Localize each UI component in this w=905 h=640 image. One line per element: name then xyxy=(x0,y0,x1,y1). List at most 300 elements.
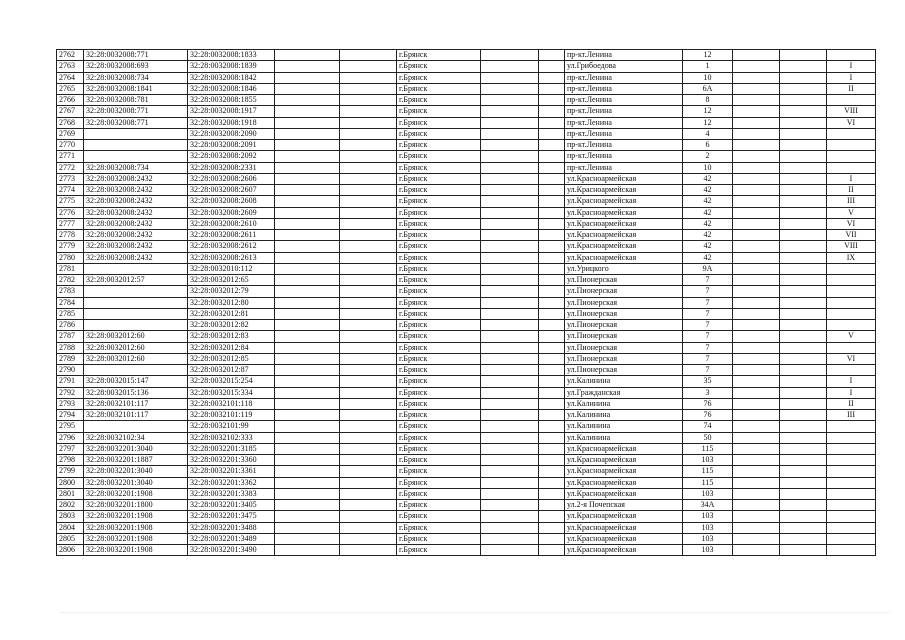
empty-cell xyxy=(275,421,340,432)
empty-cell xyxy=(733,488,780,499)
empty-cell xyxy=(780,387,827,398)
empty-cell xyxy=(780,545,827,556)
street-cell: ул.Пионерская xyxy=(565,365,683,376)
cadastral-number-cell: 32:28:0032012:83 xyxy=(188,331,275,342)
empty-cell xyxy=(275,466,340,477)
premise-number-cell: I xyxy=(827,173,876,184)
row-number-cell: 2801 xyxy=(57,488,84,499)
cadastral-number-cell: 32:28:0032008:2613 xyxy=(188,252,275,263)
street-cell: ул.Красноармейская xyxy=(565,173,683,184)
street-cell: ул.Калинина xyxy=(565,398,683,409)
empty-cell xyxy=(340,533,397,544)
empty-cell xyxy=(780,286,827,297)
empty-cell xyxy=(733,320,780,331)
street-cell: ул.Красноармейская xyxy=(565,207,683,218)
empty-cell xyxy=(481,173,539,184)
empty-cell xyxy=(780,117,827,128)
empty-cell xyxy=(539,140,565,151)
cadastral-number-cell: 32:28:0032101:118 xyxy=(188,398,275,409)
empty-cell xyxy=(733,353,780,364)
empty-cell xyxy=(481,545,539,556)
table-row xyxy=(57,162,876,173)
premise-number-cell xyxy=(827,522,876,533)
city-cell: г.Брянск xyxy=(397,151,481,162)
city-cell: г.Брянск xyxy=(397,511,481,522)
empty-cell xyxy=(275,95,340,106)
empty-cell xyxy=(275,500,340,511)
cadastral-number-cell: 32:28:0032008:2091 xyxy=(188,140,275,151)
empty-cell xyxy=(780,95,827,106)
empty-cell xyxy=(780,297,827,308)
empty-cell xyxy=(340,455,397,466)
row-number-cell: 2792 xyxy=(57,387,84,398)
empty-cell xyxy=(275,50,340,61)
empty-cell xyxy=(481,61,539,72)
premise-number-cell: III xyxy=(827,410,876,421)
street-cell: пр-кт.Ленина xyxy=(565,140,683,151)
house-number-cell: 42 xyxy=(683,218,733,229)
parent-cadastral-number-cell: 32:28:0032008:693 xyxy=(84,61,188,72)
empty-cell xyxy=(733,477,780,488)
empty-cell xyxy=(340,443,397,454)
city-cell: г.Брянск xyxy=(397,421,481,432)
row-number-cell: 2773 xyxy=(57,173,84,184)
empty-cell xyxy=(539,72,565,83)
empty-cell xyxy=(780,61,827,72)
empty-cell xyxy=(481,432,539,443)
street-cell: ул.Красноармейская xyxy=(565,545,683,556)
empty-cell xyxy=(481,308,539,319)
empty-cell xyxy=(340,522,397,533)
parent-cadastral-number-cell: 32:28:0032201:1887 xyxy=(84,455,188,466)
cadastral-number-cell: 32:28:0032201:3490 xyxy=(188,545,275,556)
empty-cell xyxy=(275,151,340,162)
street-cell: ул.Калинина xyxy=(565,421,683,432)
parent-cadastral-number-cell: 32:28:0032008:781 xyxy=(84,95,188,106)
empty-cell xyxy=(780,466,827,477)
premise-number-cell xyxy=(827,162,876,173)
premise-number-cell: VI xyxy=(827,117,876,128)
empty-cell xyxy=(275,477,340,488)
city-cell: г.Брянск xyxy=(397,162,481,173)
empty-cell xyxy=(733,297,780,308)
city-cell: г.Брянск xyxy=(397,533,481,544)
premise-number-cell xyxy=(827,500,876,511)
empty-cell xyxy=(539,162,565,173)
empty-cell xyxy=(733,241,780,252)
empty-cell xyxy=(539,207,565,218)
table-row xyxy=(57,207,876,218)
city-cell: г.Брянск xyxy=(397,95,481,106)
row-number-cell: 2805 xyxy=(57,533,84,544)
table-row xyxy=(57,387,876,398)
street-cell: ул.Красноармейская xyxy=(565,196,683,207)
city-cell: г.Брянск xyxy=(397,331,481,342)
premise-number-cell: I xyxy=(827,376,876,387)
row-number-cell: 2768 xyxy=(57,117,84,128)
street-cell: ул.Красноармейская xyxy=(565,477,683,488)
row-number-cell: 2765 xyxy=(57,83,84,94)
table-row xyxy=(57,128,876,139)
empty-cell xyxy=(481,410,539,421)
table-row xyxy=(57,500,876,511)
empty-cell xyxy=(275,455,340,466)
cadastral-number-cell: 32:28:0032201:3362 xyxy=(188,477,275,488)
empty-cell xyxy=(481,398,539,409)
empty-cell xyxy=(481,140,539,151)
parent-cadastral-number-cell: 32:28:0032008:2432 xyxy=(84,230,188,241)
empty-cell xyxy=(340,275,397,286)
house-number-cell: 103 xyxy=(683,545,733,556)
empty-cell xyxy=(481,353,539,364)
table-row xyxy=(57,522,876,533)
table-row xyxy=(57,533,876,544)
parent-cadastral-number-cell xyxy=(84,297,188,308)
table-row xyxy=(57,466,876,477)
empty-cell xyxy=(733,252,780,263)
empty-cell xyxy=(340,207,397,218)
parent-cadastral-number-cell: 32:28:0032008:2432 xyxy=(84,218,188,229)
empty-cell xyxy=(275,218,340,229)
empty-cell xyxy=(275,241,340,252)
table-row xyxy=(57,308,876,319)
empty-cell xyxy=(733,522,780,533)
house-number-cell: 103 xyxy=(683,488,733,499)
row-number-cell: 2772 xyxy=(57,162,84,173)
row-number-cell: 2789 xyxy=(57,353,84,364)
parent-cadastral-number-cell xyxy=(84,263,188,274)
empty-cell xyxy=(481,218,539,229)
city-cell: г.Брянск xyxy=(397,443,481,454)
empty-cell xyxy=(340,218,397,229)
city-cell: г.Брянск xyxy=(397,218,481,229)
parent-cadastral-number-cell: 32:28:0032201:3040 xyxy=(84,466,188,477)
house-number-cell: 76 xyxy=(683,398,733,409)
empty-cell xyxy=(275,173,340,184)
empty-cell xyxy=(481,252,539,263)
cadastral-number-cell: 32:28:0032012:80 xyxy=(188,297,275,308)
parent-cadastral-number-cell xyxy=(84,128,188,139)
empty-cell xyxy=(275,297,340,308)
empty-cell xyxy=(481,466,539,477)
premise-number-cell: V xyxy=(827,207,876,218)
empty-cell xyxy=(481,241,539,252)
house-number-cell: 115 xyxy=(683,466,733,477)
row-number-cell: 2763 xyxy=(57,61,84,72)
empty-cell xyxy=(340,365,397,376)
empty-cell xyxy=(340,477,397,488)
house-number-cell: 3 xyxy=(683,387,733,398)
empty-cell xyxy=(340,117,397,128)
parent-cadastral-number-cell: 32:28:0032201:1908 xyxy=(84,488,188,499)
house-number-cell: 103 xyxy=(683,522,733,533)
row-number-cell: 2781 xyxy=(57,263,84,274)
row-number-cell: 2780 xyxy=(57,252,84,263)
cadastral-number-cell: 32:28:0032201:3405 xyxy=(188,500,275,511)
table-row xyxy=(57,173,876,184)
city-cell: г.Брянск xyxy=(397,286,481,297)
parent-cadastral-number-cell: 32:28:0032008:771 xyxy=(84,50,188,61)
premise-number-cell: II xyxy=(827,398,876,409)
cadastral-number-cell: 32:28:0032008:1855 xyxy=(188,95,275,106)
cadastral-number-cell: 32:28:0032015:334 xyxy=(188,387,275,398)
city-cell: г.Брянск xyxy=(397,545,481,556)
empty-cell xyxy=(481,286,539,297)
premise-number-cell xyxy=(827,466,876,477)
empty-cell xyxy=(780,230,827,241)
table-row xyxy=(57,218,876,229)
city-cell: г.Брянск xyxy=(397,230,481,241)
empty-cell xyxy=(539,230,565,241)
row-number-cell: 2786 xyxy=(57,320,84,331)
table-row xyxy=(57,230,876,241)
house-number-cell: 115 xyxy=(683,477,733,488)
street-cell: ул.Калинина xyxy=(565,410,683,421)
empty-cell xyxy=(780,398,827,409)
street-cell: ул.Красноармейская xyxy=(565,455,683,466)
parent-cadastral-number-cell: 32:28:0032008:734 xyxy=(84,72,188,83)
premise-number-cell xyxy=(827,421,876,432)
empty-cell xyxy=(539,511,565,522)
empty-cell xyxy=(780,50,827,61)
empty-cell xyxy=(275,545,340,556)
cadastral-number-cell: 32:28:0032008:2092 xyxy=(188,151,275,162)
empty-cell xyxy=(733,342,780,353)
cadastral-number-cell: 32:28:0032201:3185 xyxy=(188,443,275,454)
row-number-cell: 2767 xyxy=(57,106,84,117)
cadastral-number-cell: 32:28:0032008:2612 xyxy=(188,241,275,252)
premise-number-cell: II xyxy=(827,185,876,196)
empty-cell xyxy=(481,387,539,398)
empty-cell xyxy=(275,185,340,196)
premise-number-cell: I xyxy=(827,72,876,83)
premise-number-cell xyxy=(827,275,876,286)
empty-cell xyxy=(340,106,397,117)
empty-cell xyxy=(780,353,827,364)
empty-cell xyxy=(340,376,397,387)
empty-cell xyxy=(780,252,827,263)
empty-cell xyxy=(275,511,340,522)
empty-cell xyxy=(733,421,780,432)
empty-cell xyxy=(733,50,780,61)
row-number-cell: 2788 xyxy=(57,342,84,353)
empty-cell xyxy=(733,196,780,207)
empty-cell xyxy=(340,151,397,162)
empty-cell xyxy=(780,218,827,229)
empty-cell xyxy=(539,466,565,477)
empty-cell xyxy=(539,218,565,229)
parent-cadastral-number-cell xyxy=(84,421,188,432)
empty-cell xyxy=(340,500,397,511)
street-cell: пр-кт.Ленина xyxy=(565,128,683,139)
empty-cell xyxy=(539,342,565,353)
row-number-cell: 2803 xyxy=(57,511,84,522)
city-cell: г.Брянск xyxy=(397,320,481,331)
empty-cell xyxy=(340,241,397,252)
city-cell: г.Брянск xyxy=(397,50,481,61)
empty-cell xyxy=(340,353,397,364)
empty-cell xyxy=(733,140,780,151)
street-cell: пр-кт.Ленина xyxy=(565,72,683,83)
street-cell: ул.2-я Почепская xyxy=(565,500,683,511)
street-cell: ул.Красноармейская xyxy=(565,511,683,522)
table-row xyxy=(57,61,876,72)
cadastral-number-cell: 32:28:0032012:79 xyxy=(188,286,275,297)
empty-cell xyxy=(275,83,340,94)
table-row xyxy=(57,95,876,106)
row-number-cell: 2795 xyxy=(57,421,84,432)
city-cell: г.Брянск xyxy=(397,365,481,376)
table-row xyxy=(57,410,876,421)
house-number-cell: 7 xyxy=(683,320,733,331)
house-number-cell: 7 xyxy=(683,286,733,297)
empty-cell xyxy=(275,140,340,151)
empty-cell xyxy=(481,106,539,117)
street-cell: ул.Калинина xyxy=(565,376,683,387)
empty-cell xyxy=(275,207,340,218)
empty-cell xyxy=(481,196,539,207)
empty-cell xyxy=(780,185,827,196)
empty-cell xyxy=(340,387,397,398)
city-cell: г.Брянск xyxy=(397,275,481,286)
empty-cell xyxy=(733,455,780,466)
row-number-cell: 2785 xyxy=(57,308,84,319)
row-number-cell: 2804 xyxy=(57,522,84,533)
city-cell: г.Брянск xyxy=(397,308,481,319)
city-cell: г.Брянск xyxy=(397,83,481,94)
row-number-cell: 2779 xyxy=(57,241,84,252)
empty-cell xyxy=(275,533,340,544)
empty-cell xyxy=(733,331,780,342)
row-number-cell: 2771 xyxy=(57,151,84,162)
parent-cadastral-number-cell: 32:28:0032101:117 xyxy=(84,398,188,409)
house-number-cell: 7 xyxy=(683,331,733,342)
city-cell: г.Брянск xyxy=(397,488,481,499)
empty-cell xyxy=(733,365,780,376)
register-table xyxy=(56,49,876,556)
table-row xyxy=(57,252,876,263)
empty-cell xyxy=(780,241,827,252)
empty-cell xyxy=(340,297,397,308)
empty-cell xyxy=(481,365,539,376)
table-row xyxy=(57,286,876,297)
street-cell: пр-кт.Ленина xyxy=(565,162,683,173)
empty-cell xyxy=(539,432,565,443)
street-cell: ул.Грибоедова xyxy=(565,61,683,72)
empty-cell xyxy=(733,398,780,409)
street-cell: пр-кт.Ленина xyxy=(565,106,683,117)
empty-cell xyxy=(275,398,340,409)
empty-cell xyxy=(481,50,539,61)
table-row xyxy=(57,488,876,499)
city-cell: г.Брянск xyxy=(397,207,481,218)
empty-cell xyxy=(733,72,780,83)
cadastral-number-cell: 32:28:0032008:1839 xyxy=(188,61,275,72)
parent-cadastral-number-cell xyxy=(84,308,188,319)
premise-number-cell xyxy=(827,95,876,106)
parent-cadastral-number-cell xyxy=(84,320,188,331)
cadastral-number-cell: 32:28:0032008:2331 xyxy=(188,162,275,173)
city-cell: г.Брянск xyxy=(397,342,481,353)
table-row xyxy=(57,117,876,128)
city-cell: г.Брянск xyxy=(397,185,481,196)
city-cell: г.Брянск xyxy=(397,297,481,308)
empty-cell xyxy=(780,511,827,522)
premise-number-cell xyxy=(827,151,876,162)
premise-number-cell xyxy=(827,365,876,376)
city-cell: г.Брянск xyxy=(397,117,481,128)
empty-cell xyxy=(275,443,340,454)
cadastral-number-cell: 32:28:0032008:2610 xyxy=(188,218,275,229)
empty-cell xyxy=(780,162,827,173)
street-cell: ул.Гражданская xyxy=(565,387,683,398)
row-number-cell: 2790 xyxy=(57,365,84,376)
house-number-cell: 42 xyxy=(683,207,733,218)
empty-cell xyxy=(733,500,780,511)
empty-cell xyxy=(539,410,565,421)
empty-cell xyxy=(275,128,340,139)
empty-cell xyxy=(539,500,565,511)
empty-cell xyxy=(539,128,565,139)
empty-cell xyxy=(340,488,397,499)
empty-cell xyxy=(275,61,340,72)
empty-cell xyxy=(340,252,397,263)
empty-cell xyxy=(275,286,340,297)
empty-cell xyxy=(481,331,539,342)
parent-cadastral-number-cell: 32:28:0032201:1908 xyxy=(84,533,188,544)
row-number-cell: 2766 xyxy=(57,95,84,106)
empty-cell xyxy=(780,365,827,376)
cadastral-number-cell: 32:28:0032201:3361 xyxy=(188,466,275,477)
house-number-cell: 12 xyxy=(683,106,733,117)
empty-cell xyxy=(481,500,539,511)
cadastral-number-cell: 32:28:0032012:82 xyxy=(188,320,275,331)
parent-cadastral-number-cell: 32:28:0032008:2432 xyxy=(84,185,188,196)
parent-cadastral-number-cell: 32:28:0032008:2432 xyxy=(84,173,188,184)
empty-cell xyxy=(275,196,340,207)
row-number-cell: 2802 xyxy=(57,500,84,511)
house-number-cell: 7 xyxy=(683,342,733,353)
house-number-cell: 12 xyxy=(683,117,733,128)
cadastral-number-cell: 32:28:0032008:1918 xyxy=(188,117,275,128)
house-number-cell: 74 xyxy=(683,421,733,432)
empty-cell xyxy=(340,331,397,342)
empty-cell xyxy=(780,432,827,443)
cadastral-number-cell: 32:28:0032201:3489 xyxy=(188,533,275,544)
empty-cell xyxy=(481,83,539,94)
city-cell: г.Брянск xyxy=(397,72,481,83)
premise-number-cell: IX xyxy=(827,252,876,263)
house-number-cell: 115 xyxy=(683,443,733,454)
table-row xyxy=(57,365,876,376)
city-cell: г.Брянск xyxy=(397,252,481,263)
empty-cell xyxy=(539,331,565,342)
table-row xyxy=(57,432,876,443)
parent-cadastral-number-cell: 32:28:0032008:2432 xyxy=(84,241,188,252)
parent-cadastral-number-cell: 32:28:0032008:771 xyxy=(84,106,188,117)
empty-cell xyxy=(275,342,340,353)
table-row xyxy=(57,106,876,117)
premise-number-cell xyxy=(827,511,876,522)
parent-cadastral-number-cell xyxy=(84,151,188,162)
empty-cell xyxy=(539,286,565,297)
house-number-cell: 12 xyxy=(683,50,733,61)
street-cell: ул.Пионерская xyxy=(565,308,683,319)
row-number-cell: 2775 xyxy=(57,196,84,207)
empty-cell xyxy=(733,117,780,128)
parent-cadastral-number-cell xyxy=(84,365,188,376)
row-number-cell: 2791 xyxy=(57,376,84,387)
